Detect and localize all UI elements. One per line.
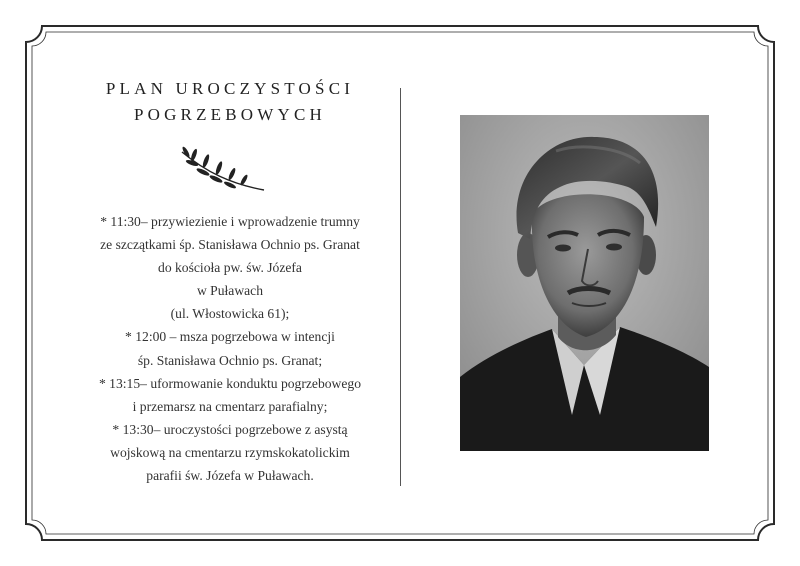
schedule-line: ze szczątkami śp. Stanisława Ochnio ps. Granat (100, 237, 360, 253)
schedule-line: * 12:00 – msza pogrzebowa w intencji (125, 329, 335, 345)
schedule-line: * 13:30– uroczystości pogrzebowe z asystą (112, 421, 348, 437)
schedule-line: (ul. Włostowicka 61); (170, 306, 290, 322)
page-title (60, 76, 400, 128)
funeral-schedule (40, 210, 420, 487)
laurel-branch-icon (176, 146, 266, 194)
schedule-line: * 11:30– przywiezienie i wprowadzenie trumny (100, 214, 360, 229)
portrait-photo (460, 115, 709, 451)
schedule-line: śp. Stanisława Ochnio ps. Granat; (137, 352, 323, 368)
schedule-line: wojskową na cmentarzu rzymskokatolickim (110, 444, 350, 460)
title-line-1: PLAN UROCZYSTOŚCI (105, 79, 355, 98)
schedule-line: w Puławach (196, 283, 264, 299)
schedule-line: * 13:15– uformowanie konduktu pogrzebowego (98, 375, 361, 391)
vertical-divider (400, 88, 401, 486)
schedule-line: parafii św. Józefa w Puławach. (146, 468, 314, 484)
schedule-line: do kościoła pw. św. Józefa (158, 260, 302, 276)
title-line-2: POGRZEBOWYCH (133, 105, 327, 124)
schedule-line: i przemarsz na cmentarz parafialny; (132, 398, 328, 414)
